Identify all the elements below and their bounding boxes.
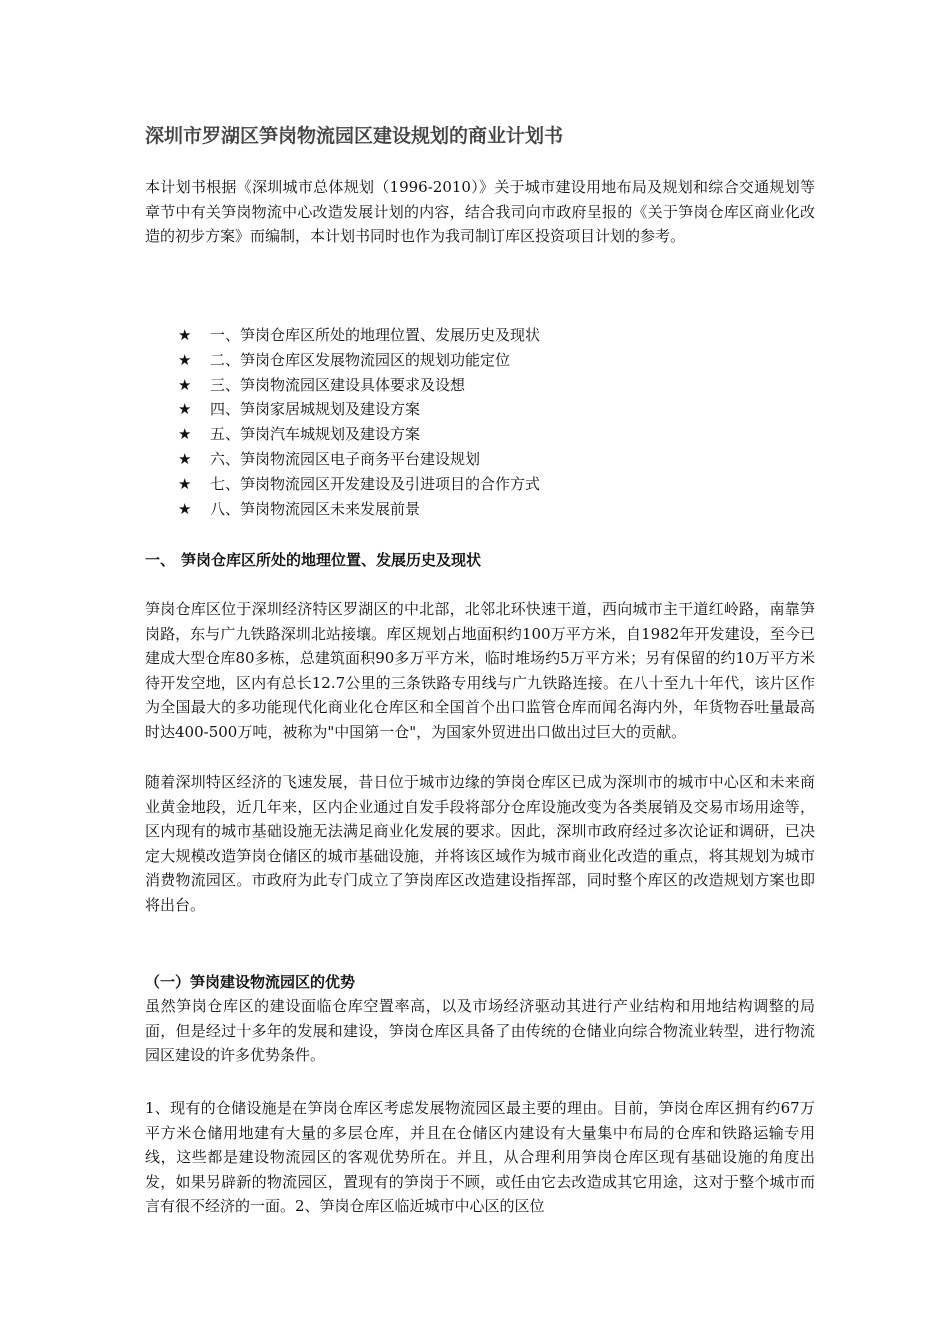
star-icon: ★ xyxy=(178,350,192,369)
toc-item-text: 三、笋岗物流园区建设具体要求及设想 xyxy=(210,375,466,394)
section-heading xyxy=(145,548,481,572)
subsection-paragraph: 虽然笋岗仓库区的建设面临仓库空置率高，以及市场经济驱动其进行产业结构和用地结构调整的局面，但是经过十多年的发展和建设，笋岗仓库区具备了由传统的仓储业向综合物流业转型，进行物流园区建设的许多优势条件。 xyxy=(145,997,815,1065)
toc-item-text: 四、笋岗家居城规划及建设方案 xyxy=(210,400,421,419)
document-title: 深圳市罗湖区笋岗物流园区建设规划的商业计划书 xyxy=(145,125,564,147)
star-icon: ★ xyxy=(178,425,192,444)
section-heading-text: 笋岗仓库区所处的地理位置、发展历史及现状 xyxy=(181,551,482,569)
subsection-heading: （一）笋岗建设物流园区的优势 xyxy=(145,973,356,991)
star-icon: ★ xyxy=(178,326,192,344)
toc-item xyxy=(178,348,540,373)
star-icon: ★ xyxy=(178,375,192,394)
intro-paragraph: 本计划书根据《深圳城市总体规划（1996-2010）》关于城市建设用地布局及规划和综合交通规划等章节中有关笋岗物流中心改造发展计划的内容，结合我司向市政府呈报的《关于笋岗仓库区商业化改造的初步方案》而编制，本计划书同时也作为我司制订库区投资项目计划的参考。 xyxy=(145,178,815,246)
point-paragraph-1: 1、现有的仓储设施是在笋岗仓库区考虑发展物流园区最主要的理由。目前，笋岗仓库区拥有约67万平方米仓储用地建有大量的多层仓库，并且在仓储区内建设有大量集中布局的仓库和铁路运输专用线，这些都是建设物流园区的客观优势所在。并且，从合理利用笋岗仓库区现有基础设施的角度出发，如果另辟新的物流园区，置现有的笋岗于不顾，或任由它去改造成其它用途，这对于整个城市而言有很不经济的一面。2、笋岗仓库区临近城市中心区的区位 xyxy=(145,1099,815,1216)
toc-item xyxy=(178,373,540,398)
toc-item-text: 八、笋岗物流园区未来发展前景 xyxy=(210,499,421,518)
section-number: 一、 xyxy=(145,551,176,569)
section-paragraph-2: 随着深圳特区经济的飞速发展，昔日位于城市边缘的笋岗仓库区已成为深圳市的城市中心区和未来商业黄金地段，近几年来，区内企业通过自发手段将部分仓库设施改变为各类展销及交易市场用途等，区内现有的城市基础设施无法满足商业化发展的要求。因此，深圳市政府经过多次论证和调研，已决定大规模改造笋岗仓储区的城市基础设施，并将该区域作为城市商业化改造的重点，将其规划为城市消费物流园区。市政府为此专门成立了笋岗库区改造建设指挥部，同时整个库区的改造规划方案也即将出台。 xyxy=(145,773,815,914)
star-icon: ★ xyxy=(178,400,192,419)
toc-item-text: 二、笋岗仓库区发展物流园区的规划功能定位 xyxy=(210,350,511,369)
toc-item xyxy=(178,323,540,348)
toc-item xyxy=(178,497,540,522)
toc-item xyxy=(178,397,540,422)
section-paragraph-1: 笋岗仓库区位于深圳经济特区罗湖区的中北部，北邻北环快速干道，西向城市主干道红岭路，南靠笋岗路，东与广九铁路深圳北站接壤。库区规划占地面积约100万平方米，自1982年开发建设，至今已建成大型仓库80多栋，总建筑面积90多万平方米，临时堆场约5万平方米；另有保留的约10万平方米待开发空地，区内有总长12.7公里的三条铁路专用线与广九铁路连接。在八十至九十年代，该片区作为全国最大的多功能现代化商业化仓库区和全国首个出口监管仓库而闻名海内外，年货物吞吐量最高时达400-500万吨，被称为"中国第一仓"，为国家外贸进出口做出过巨大的贡献。 xyxy=(145,600,815,741)
table-of-contents xyxy=(178,323,540,521)
toc-item-text: 一、笋岗仓库区所处的地理位置、发展历史及现状 xyxy=(210,326,541,344)
toc-item-text: 七、笋岗物流园区开发建设及引进项目的合作方式 xyxy=(210,474,541,493)
star-icon: ★ xyxy=(178,449,192,468)
star-icon: ★ xyxy=(178,474,192,493)
toc-item-text: 六、笋岗物流园区电子商务平台建设规划 xyxy=(210,449,481,468)
toc-item-text: 五、笋岗汽车城规划及建设方案 xyxy=(210,425,421,444)
star-icon: ★ xyxy=(178,499,192,518)
toc-item xyxy=(178,422,540,447)
toc-item xyxy=(178,447,540,472)
toc-item xyxy=(178,472,540,497)
